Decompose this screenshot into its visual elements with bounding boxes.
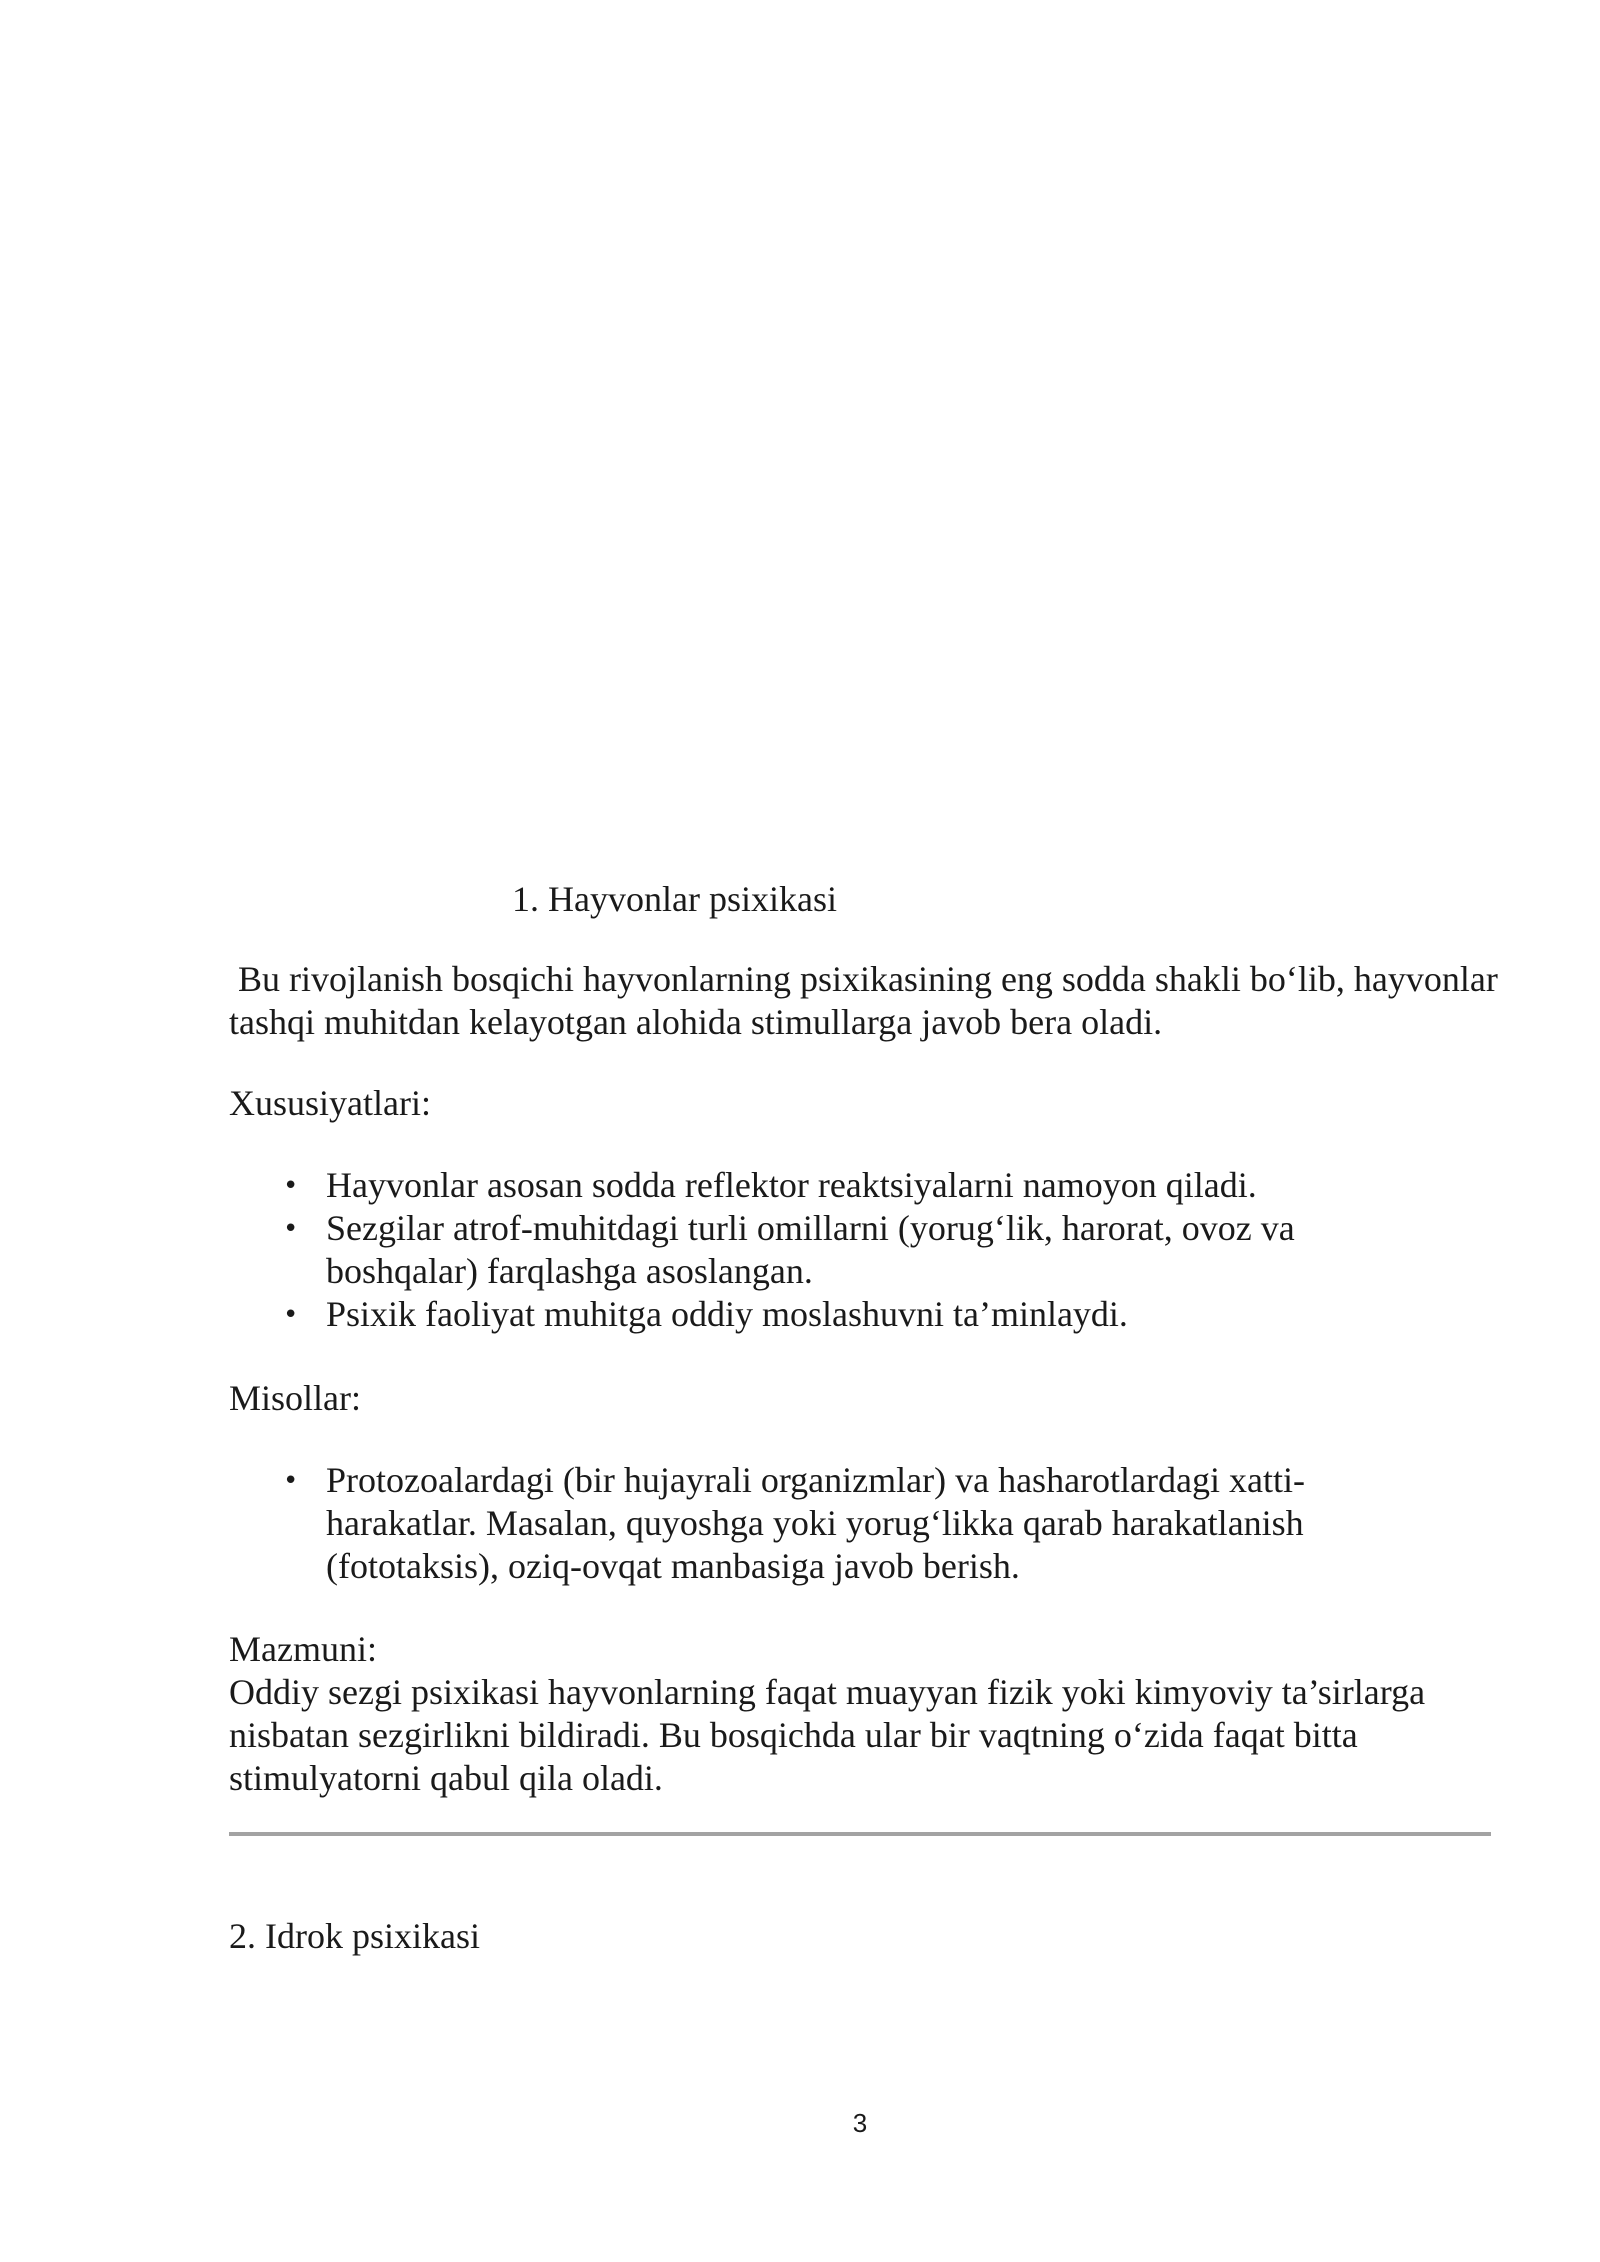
features-label: Xususiyatlari: xyxy=(229,1083,431,1123)
list-item-text: Psixik faoliyat muhitga oddiy moslashuvni ta’minlaydi. xyxy=(326,1294,1128,1334)
examples-label: Misollar: xyxy=(229,1378,361,1418)
bullet-icon: • xyxy=(283,1214,299,1244)
section-heading-2: 2. Idrok psixikasi xyxy=(229,1916,480,1956)
bullet-icon: • xyxy=(283,1171,299,1201)
list-item xyxy=(229,1293,1509,1336)
features-list xyxy=(229,1164,1509,1336)
content-paragraph: Oddiy sezgi psixikasi hayvonlarning faqat muayyan fizik yoki kimyoviy ta’sirlarga nisbatan sezgirlikni bildiradi. Bu bosqichda ular bir vaqtning o‘zida faqat bitta stimulyatorni qabul qila oladi. xyxy=(229,1672,1426,1798)
horizontal-divider xyxy=(229,1832,1491,1836)
section-heading-1: 1. Hayvonlar psixikasi xyxy=(512,879,837,919)
list-item-text: Sezgilar atrof-muhitdagi turli omillarni (yorug‘lik, harorat, ovoz va boshqalar) farqlashga asoslangan. xyxy=(326,1208,1295,1291)
intro-paragraph: Bu rivojlanish bosqichi hayvonlarning psixikasining eng sodda shakli bo‘lib, hayvonlar tashqi muhitdan kelayotgan alohida stimullarga javob bera oladi. xyxy=(229,959,1507,1042)
bullet-icon: • xyxy=(283,1466,299,1496)
list-item-text: Hayvonlar asosan sodda reflektor reaktsiyalarni namoyon qiladi. xyxy=(326,1165,1257,1205)
page-number: 3 xyxy=(852,2108,868,2138)
list-item xyxy=(229,1164,1509,1207)
list-item xyxy=(229,1207,1509,1293)
content-label: Mazmuni: xyxy=(229,1629,377,1669)
list-item xyxy=(229,1459,1399,1588)
examples-list xyxy=(229,1459,1399,1588)
bullet-icon: • xyxy=(283,1300,299,1330)
list-item-text: Protozoalardagi (bir hujayrali organizmlar) va hasharotlardagi xatti-harakatlar. Masalan, quyoshga yoki yorug‘likka qarab harakatlanish (fototaksis), oziq-ovqat manbasiga javob berish. xyxy=(326,1460,1305,1586)
